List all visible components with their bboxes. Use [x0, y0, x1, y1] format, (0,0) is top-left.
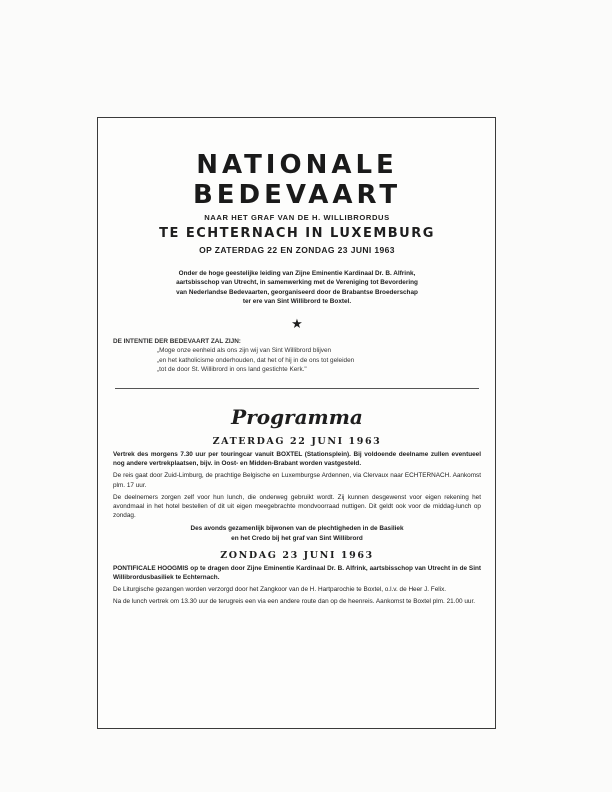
intention-quote-line: „en het katholicisme onderhouden, dat het of hij in de ons tot geleiden	[157, 356, 355, 364]
document-content	[113, 150, 481, 607]
saturday-evening-line: en het Credo bij het graf van Sint Willibrord	[231, 534, 363, 542]
saturday-evening-line: Des avonds gezamenlijk bijwonen van de plechtigheden in de Basiliek	[190, 525, 404, 533]
intro-line: ter ere van Sint Willibrord te Boxtel.	[242, 297, 352, 305]
subtitle-dates: OP ZATERDAG 22 EN ZONDAG 23 JUNI 1963	[199, 245, 395, 255]
intro-line: aartsbisschop van Utrecht, in samenwerking met de Vereniging tot Bevordering	[176, 279, 418, 287]
intention-quote-line: „tot de door St. Willibrord in ons land gestichte Kerk."	[157, 365, 307, 373]
saturday-meals: De deelnemers zorgen zelf voor hun lunch, die onderweg gebruikt wordt. Zij kunnen desgewenst voor eigen rekening het avondmaal in het hotel bestellen of dit uit eigen meegebrachte mondvoorraad nuttigen. Dit geldt ook voor de middag-lunch op zondag.	[113, 493, 481, 520]
sunday-mass: PONTIFICALE HOOGMIS op te dragen door Zijne Eminentie Kardinaal Dr. B. Alfrink, aartsbisschop van Utrecht in de Sint Willibrordusbasiliek te Echternach.	[113, 564, 481, 582]
intro-line: Onder de hoge geestelijke leiding van Zijne Eminentie Kardinaal Dr. B. Alfrink,	[178, 270, 416, 277]
saturday-route: De reis gaat door Zuid-Limburg, de prachtige Belgische en Luxemburgse Ardennen, via Clervaux naar ECHTERNACH. Aankomst plm. 17 uur.	[113, 472, 481, 489]
section-divider	[115, 388, 479, 389]
programma-heading: Programma	[231, 405, 363, 429]
saturday-departure: Vertrek des morgens 7.30 uur per touringcar vanuit BOXTEL (Stationsplein). Bij voldoende deelname zullen eventueel nog andere vertrekplaatsen, bijv. in Oost- en Midden-Brabant worden vastgesteld.	[113, 451, 481, 468]
document-title: NATIONALE BEDEVAART	[192, 150, 402, 210]
sunday-heading: ZONDAG 23 JUNI 1963	[220, 549, 374, 561]
intro-line: van Nederlandse Bedevaarten, georganiseerd door de Brabantse Broederschap	[176, 288, 418, 296]
intention-block	[113, 337, 481, 374]
intention-quote-line: „Moge onze eenheid als ons zijn wij van Sint Willibrord blijven	[157, 347, 332, 355]
saturday-heading: ZATERDAG 22 JUNI 1963	[212, 436, 382, 447]
subtitle-grave: NAAR HET GRAF VAN DE H. WILLIBRORDUS	[204, 213, 390, 222]
intention-label: DE INTENTIE DER BEDEVAART ZAL ZIJN:	[113, 338, 241, 346]
star-icon: ★	[291, 316, 303, 332]
sunday-return: Na de lunch vertrek om 13.30 uur de terugreis een via een andere route dan op de heenreis. Aankomst te Boxtel plm. 21.00 uur.	[113, 598, 476, 606]
intro-paragraph	[117, 269, 477, 306]
saturday-evening	[113, 524, 481, 542]
sunday-choir: De Liturgische gezangen worden verzorgd door het Zangkoor van de H. Hartparochie te Boxtel, o.l.v. de Heer J. Felix.	[113, 586, 447, 594]
subtitle-location: TE ECHTERNACH IN LUXEMBURG	[159, 226, 435, 241]
